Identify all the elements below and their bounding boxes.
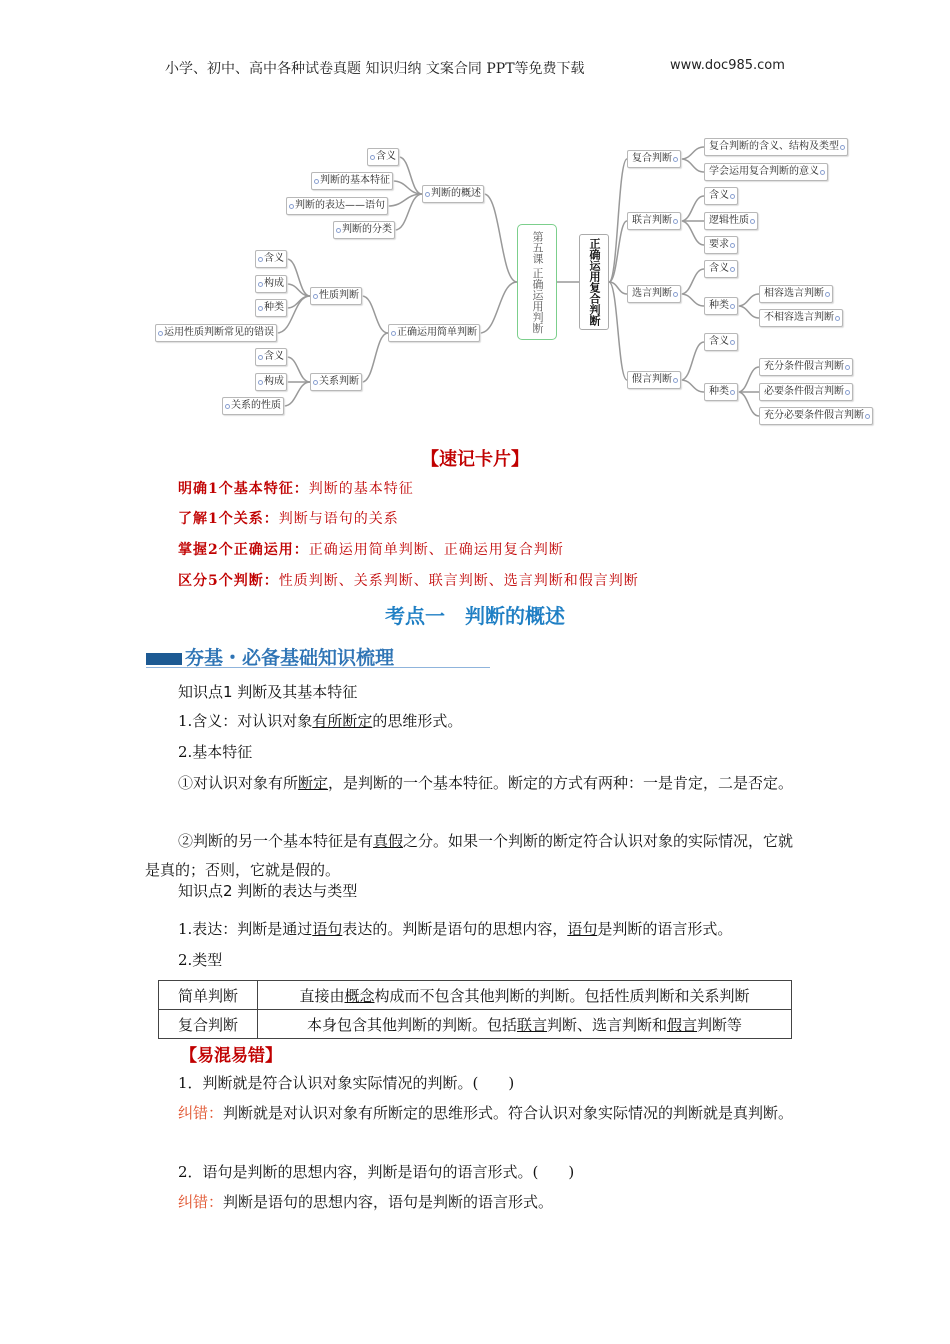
mindmap-node: 性质判断: [310, 287, 362, 305]
mindmap-node: 复合判断的含义、结构及类型: [704, 138, 848, 156]
header-url: www.doc985.com: [670, 58, 785, 73]
connector-line: [681, 221, 704, 245]
connector-line: [681, 342, 704, 380]
banner-bar: [146, 653, 182, 665]
mindmap-node: 构成: [255, 373, 287, 391]
paragraph: 1.含义：对认识对象有所断定的思维形式。: [178, 712, 463, 730]
connector-line: [609, 282, 627, 380]
banner-title: 夯基・必备基础知识梳理: [185, 647, 395, 669]
connector-line: [480, 282, 517, 333]
table-row: 简单判断 直接由概念构成而不包含其他判断的判断。包括性质判断和关系判断: [159, 981, 792, 1010]
connector-line: [388, 194, 422, 206]
mindmap-node: 运用性质判断常见的错误: [155, 324, 277, 342]
section-title: 考点一 判断的概述: [385, 604, 565, 628]
paragraph: 1.表达：判断是通过语句表达的。判断是语句的思想内容，语句是判断的语言形式。: [178, 920, 733, 938]
mindmap-node: 含义: [367, 148, 399, 166]
mindmap-node: 联言判断: [627, 212, 681, 230]
mindmap-node: 复合判断: [627, 150, 681, 168]
kp1-heading: 知识点1 判断及其基本特征: [178, 683, 358, 701]
mindmap-node: 关系判断: [310, 373, 362, 391]
mindmap-node: 充分条件假言判断: [759, 358, 853, 376]
mindmap-node: 构成: [255, 275, 287, 293]
connector-line: [484, 194, 517, 282]
connector-line: [681, 269, 704, 294]
mindmap-node: 要求: [704, 236, 738, 254]
mindmap-node: 必要条件假言判断: [759, 383, 853, 401]
mindmap-node: 含义: [704, 260, 738, 278]
paragraph: 2.类型: [178, 951, 223, 969]
connector-line: [362, 333, 388, 382]
mindmap-node: 正确运用复合判断: [579, 234, 609, 330]
paragraph: 2.基本特征: [178, 743, 253, 761]
mindmap-node: 假言判断: [627, 371, 681, 389]
mindmap-node: 含义: [704, 333, 738, 351]
mindmap-node: 逻辑性质: [704, 212, 758, 230]
mindmap-node: 正确运用简单判断: [388, 324, 480, 342]
mindmap-node: 种类: [704, 297, 738, 315]
connector-line: [738, 367, 759, 392]
connector-line: [681, 380, 704, 392]
paragraph: ②判断的另一个基本特征是有真假之分。如果一个判断的断定符合认识对象的实际情况，它就是真的；否则，它就是假的。: [145, 832, 794, 879]
connector-line: [738, 294, 759, 306]
header-promo: 小学、初中、高中各种试卷真题 知识归纳 文案合同 PPT等免费下载: [165, 61, 585, 77]
mindmap-node: 充分必要条件假言判断: [759, 407, 873, 425]
connector-line: [681, 159, 704, 172]
connector-line: [681, 196, 704, 221]
mindmap-node: 判断的表达——语句: [286, 197, 388, 215]
mindmap-node: 种类: [704, 383, 738, 401]
connector-line: [399, 157, 422, 194]
card-item: 了解1个关系：判断与语句的关系: [178, 511, 399, 527]
connector-line: [287, 296, 310, 308]
correction: 纠错：判断是语句的思想内容，语句是判断的语言形式。: [178, 1193, 554, 1211]
mindmap-node: 不相容选言判断: [759, 309, 843, 327]
mindmap-node: 选言判断: [627, 285, 681, 303]
card-title: 【速记卡片】: [421, 449, 529, 470]
connector-line: [395, 194, 422, 230]
connector-line: [287, 259, 310, 296]
mindmap-node: 判断的分类: [333, 221, 395, 239]
paragraph: ①对认识对象有所断定，是判断的一个基本特征。断定的方式有两种：一是肯定，二是否定。: [178, 774, 794, 792]
judgment-types-table: [158, 980, 792, 1039]
correction: 纠错：判断就是对认识对象有所断定的思维形式。符合认识对象实际情况的判断就是真判断。: [178, 1104, 794, 1122]
connector-line: [681, 147, 704, 159]
mindmap-node: 含义: [255, 250, 287, 268]
connector-line: [609, 159, 627, 282]
connector-line: [681, 294, 704, 306]
connector-line: [287, 357, 310, 382]
mindmap-node: 含义: [704, 187, 738, 205]
connector-line: [284, 382, 310, 406]
connector-line: [609, 282, 627, 294]
kp2-heading: 知识点2 判断的表达与类型: [178, 882, 358, 900]
connector-line: [393, 181, 422, 194]
mindmap-node: 判断的基本特征: [311, 172, 393, 190]
question: 2．语句是判断的思想内容，判断是语句的语言形式。( ): [178, 1163, 575, 1181]
connector-line: [609, 221, 627, 282]
card-item: 区分5个判断：性质判断、关系判断、联言判断、选言判断和假言判断: [178, 573, 639, 589]
card-item: 明确1个基本特征：判断的基本特征: [178, 481, 414, 497]
mindmap-node: 判断的概述: [422, 185, 484, 203]
mindmap-node: 关系的性质: [222, 397, 284, 415]
connector-line: [738, 306, 759, 318]
mindmap-center: 第五课 正确运用判断: [517, 224, 557, 340]
mistakes-title: 【易混易错】: [180, 1046, 282, 1066]
question: 1．判断就是符合认识对象实际情况的判断。( ): [178, 1074, 515, 1092]
table-row: 复合判断 本身包含其他判断的判断。包括联言判断、选言判断和假言判断等: [159, 1010, 792, 1039]
connector-line: [362, 296, 388, 333]
mindmap-node: 学会运用复合判断的意义: [704, 163, 828, 181]
connector-line: [287, 284, 310, 296]
mindmap-node: 含义: [255, 348, 287, 366]
card-item: 掌握2个正确运用：正确运用简单判断、正确运用复合判断: [178, 542, 564, 558]
mindmap-node: 种类: [255, 299, 287, 317]
mindmap-node: 相容选言判断: [759, 285, 833, 303]
connector-line: [738, 392, 759, 416]
